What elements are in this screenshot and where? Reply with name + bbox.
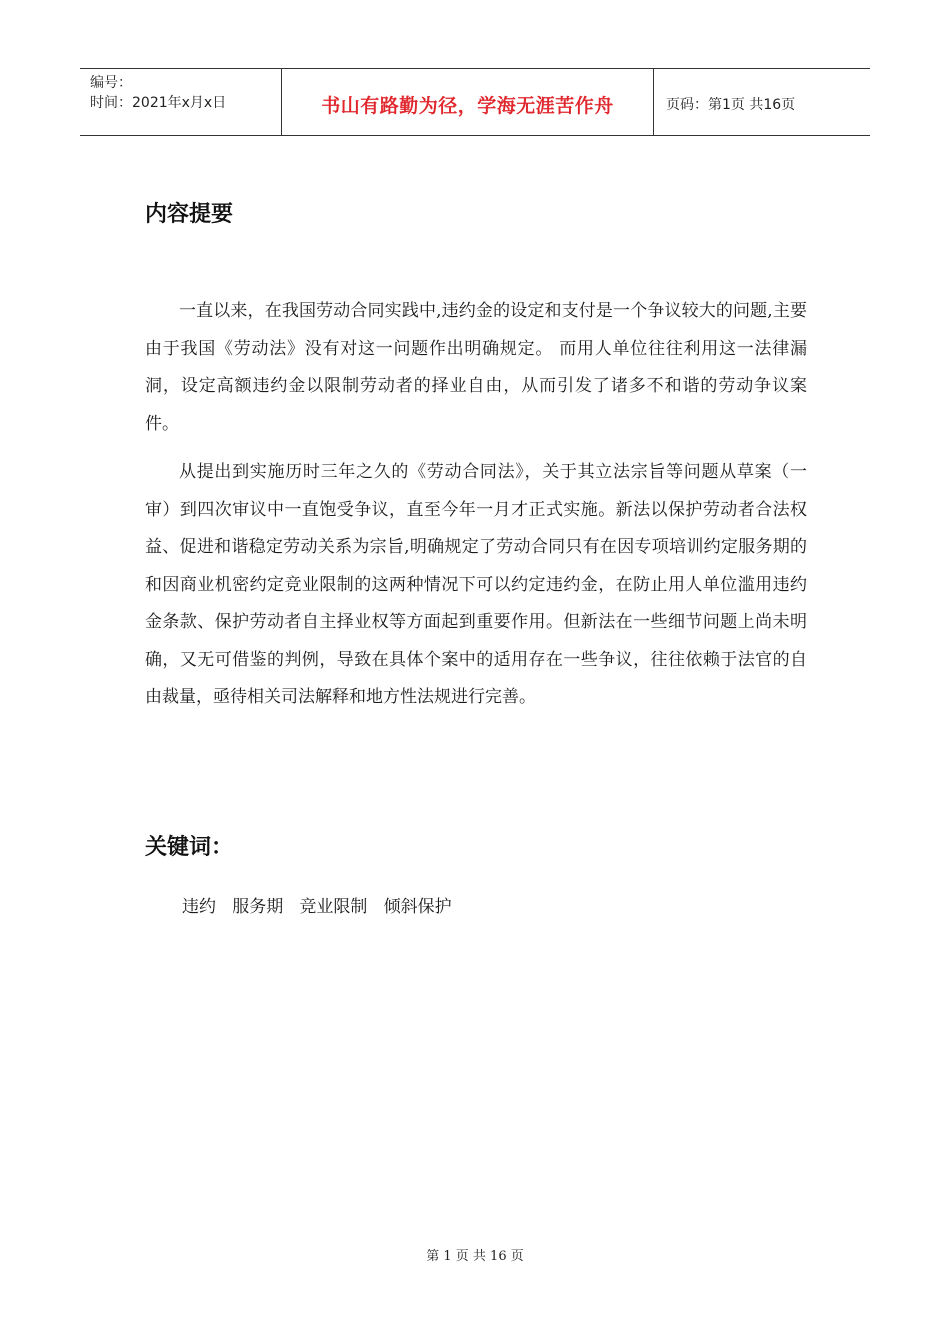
header-motto-cell <box>282 69 654 135</box>
header-page-info: 页码：第1页 共16页 <box>666 97 796 113</box>
summary-title: 内容提要 <box>145 202 234 227</box>
header-page-cell <box>654 69 870 135</box>
header-motto: 书山有路勤为径，学海无涯苦作舟 <box>321 94 614 117</box>
page-footer: 第 1 页 共 16 页 <box>426 1249 524 1264</box>
document-date-label: 时间：2021年x月x日 <box>90 95 227 111</box>
header-table <box>80 68 870 136</box>
summary-paragraph: 从提出到实施历时三年之久的《劳动合同法》，关于其立法宗旨等问题从草案（一审）到四次审议中一直饱受争议，直至今年一月才正式实施。新法以保护劳动者合法权益、促进和谐稳定劳动关系为宗旨,明确规定了劳动合同只有在因专项培训约定服务期的和因商业机密约定竞业限制的这两种情况下可以约定违约金，在防止用人单位滥用违约金条款、保护劳动者自主择业权等方面起到重要作用。但新法在一些细节问题上尚未明确，又无可借鉴的判例，导致在具体个案中的适用存在一些争议，往往依赖于法官的自由裁量，亟待相关司法解释和地方性法规进行完善。 <box>145 462 807 707</box>
header-meta-cell <box>80 69 282 135</box>
document-code-label: 编号： <box>90 75 132 91</box>
keywords-title: 关键词： <box>145 835 234 860</box>
keywords-list: 违约 服务期 竞业限制 倾斜保护 <box>182 897 452 917</box>
summary-paragraph: 一直以来，在我国劳动合同实践中,违约金的设定和支付是一个争议较大的问题,主要由于我国《劳动法》没有对这一问题作出明确规定。 而用人单位往往利用这一法律漏洞，设定高额违约金以限制劳动者的择业自由，从而引发了诸多不和谐的劳动争议案件。 <box>145 301 807 434</box>
